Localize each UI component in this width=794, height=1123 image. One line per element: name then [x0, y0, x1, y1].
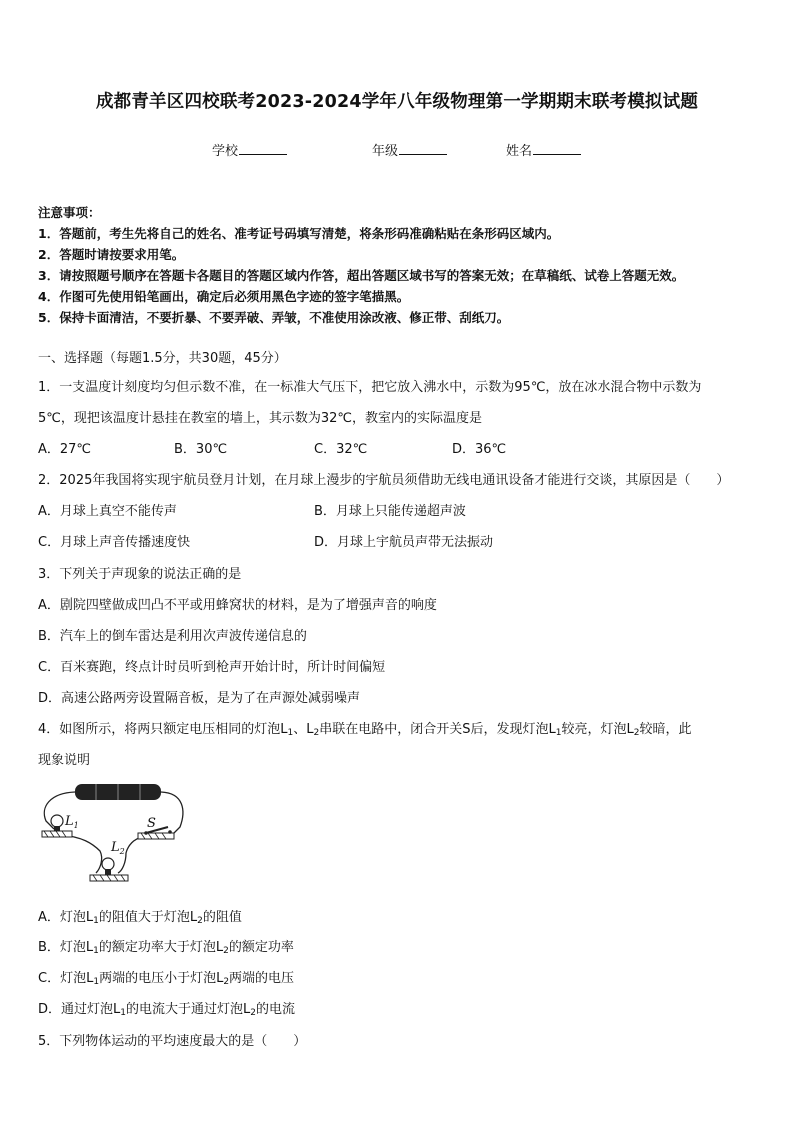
label-s: S: [147, 816, 156, 831]
q5-stem: 5．下列物体运动的平均速度最大的是（ ）: [38, 1034, 307, 1049]
note-item: 3．请按照题号顺序在答题卡各题目的答题区域内作答，超出答题区域书写的答案无效；在草稿纸、试卷上答题无效。: [38, 268, 685, 283]
grade-label: 年级: [372, 144, 399, 159]
q1-stem-line2: 5℃，现把该温度计悬挂在教室的墙上，其示数为32℃，教室内的实际温度是: [38, 411, 483, 426]
q4-stem: 4．如图所示，将两只额定电压相同的灯泡$L_1$、$L_2$串联在电路中，闭合开关S后，发现灯泡$L_1$较亮，灯泡$L_2$较暗，此: [38, 722, 692, 738]
switch-icon: [138, 827, 174, 839]
label-l1: $L_1$: [65, 814, 79, 830]
q2-option-b: B．月球上只能传递超声波: [314, 504, 466, 519]
circuit-diagram: [38, 781, 188, 891]
note-item: 4．作图可先使用铅笔画出，确定后必须用黑色字迹的签字笔描黑。: [38, 289, 410, 304]
note-item: 2．答题时请按要求用笔。: [38, 247, 185, 262]
note-item: 5．保持卡面清洁，不要折暴、不要弄破、弄皱，不准使用涂改液、修正带、刮纸刀。: [38, 310, 510, 325]
q1-option-a: A．27℃: [38, 442, 92, 457]
battery-icon: [75, 784, 161, 800]
name-field[interactable]: [506, 140, 581, 159]
q1-option-c: C．32℃: [314, 442, 368, 457]
q3-option-c: C．百米赛跑，终点计时员听到枪声开始计时，所计时间偏短: [38, 660, 386, 675]
q1-stem-line1: 1．一支温度计刻度均匀但示数不准，在一标准大气压下，把它放入沸水中，示数为95℃，放在冰水混合物中示数为: [38, 380, 702, 395]
school-label: 学校: [212, 144, 239, 159]
section-heading: 一、选择题（每题1.5分，共30题，45分）: [38, 351, 287, 366]
q2-option-a: A．月球上真空不能传声: [38, 504, 177, 519]
page-title: 成都青羊区四校联考2023-2024学年八年级物理第一学期期末联考模拟试题: [95, 92, 699, 112]
notes-title: 注意事项：: [38, 205, 101, 220]
grade-blank[interactable]: [399, 142, 447, 155]
name-label: 姓名: [506, 144, 533, 159]
label-l2: $L_2$: [111, 840, 125, 856]
school-field[interactable]: [212, 140, 287, 159]
q1-option-d: D．36℃: [452, 442, 507, 457]
q1-option-b: B．30℃: [174, 442, 228, 457]
note-item: 1．答题前，考生先将自己的姓名、准考证号码填写清楚，将条形码准确粘贴在条形码区域内。: [38, 226, 560, 241]
q4-option-b: B．灯泡$L_1$的额定功率大于灯泡$L_2$的额定功率: [38, 940, 294, 956]
grade-field[interactable]: [372, 140, 447, 159]
name-blank[interactable]: [533, 142, 581, 155]
q4-option-c: C．灯泡$L_1$两端的电压小于灯泡$L_2$两端的电压: [38, 971, 295, 987]
q3-option-d: D．高速公路两旁设置隔音板，是为了在声源处减弱噪声: [38, 691, 361, 706]
q2-stem: 2．2025年我国将实现宇航员登月计划，在月球上漫步的宇航员须借助无线电通讯设备才能进行交谈，其原因是（ ）: [38, 473, 730, 488]
q2-option-c: C．月球上声音传播速度快: [38, 535, 191, 550]
q3-option-b: B．汽车上的倒车雷达是利用次声波传递信息的: [38, 629, 307, 644]
q4-stem-line2: 现象说明: [38, 753, 91, 768]
q2-option-d: D．月球上宇航员声带无法振动: [314, 535, 494, 550]
q3-option-a: A．剧院四壁做成凹凸不平或用蜂窝状的材料，是为了增强声音的响度: [38, 598, 437, 613]
school-blank[interactable]: [239, 142, 287, 155]
q4-option-a: A．灯泡$L_1$的阻值大于灯泡$L_2$的阻值: [38, 910, 242, 926]
q4-option-d: D．通过灯泡$L_1$的电流大于通过灯泡$L_2$的电流: [38, 1002, 295, 1018]
q3-stem: 3．下列关于声现象的说法正确的是: [38, 567, 242, 582]
